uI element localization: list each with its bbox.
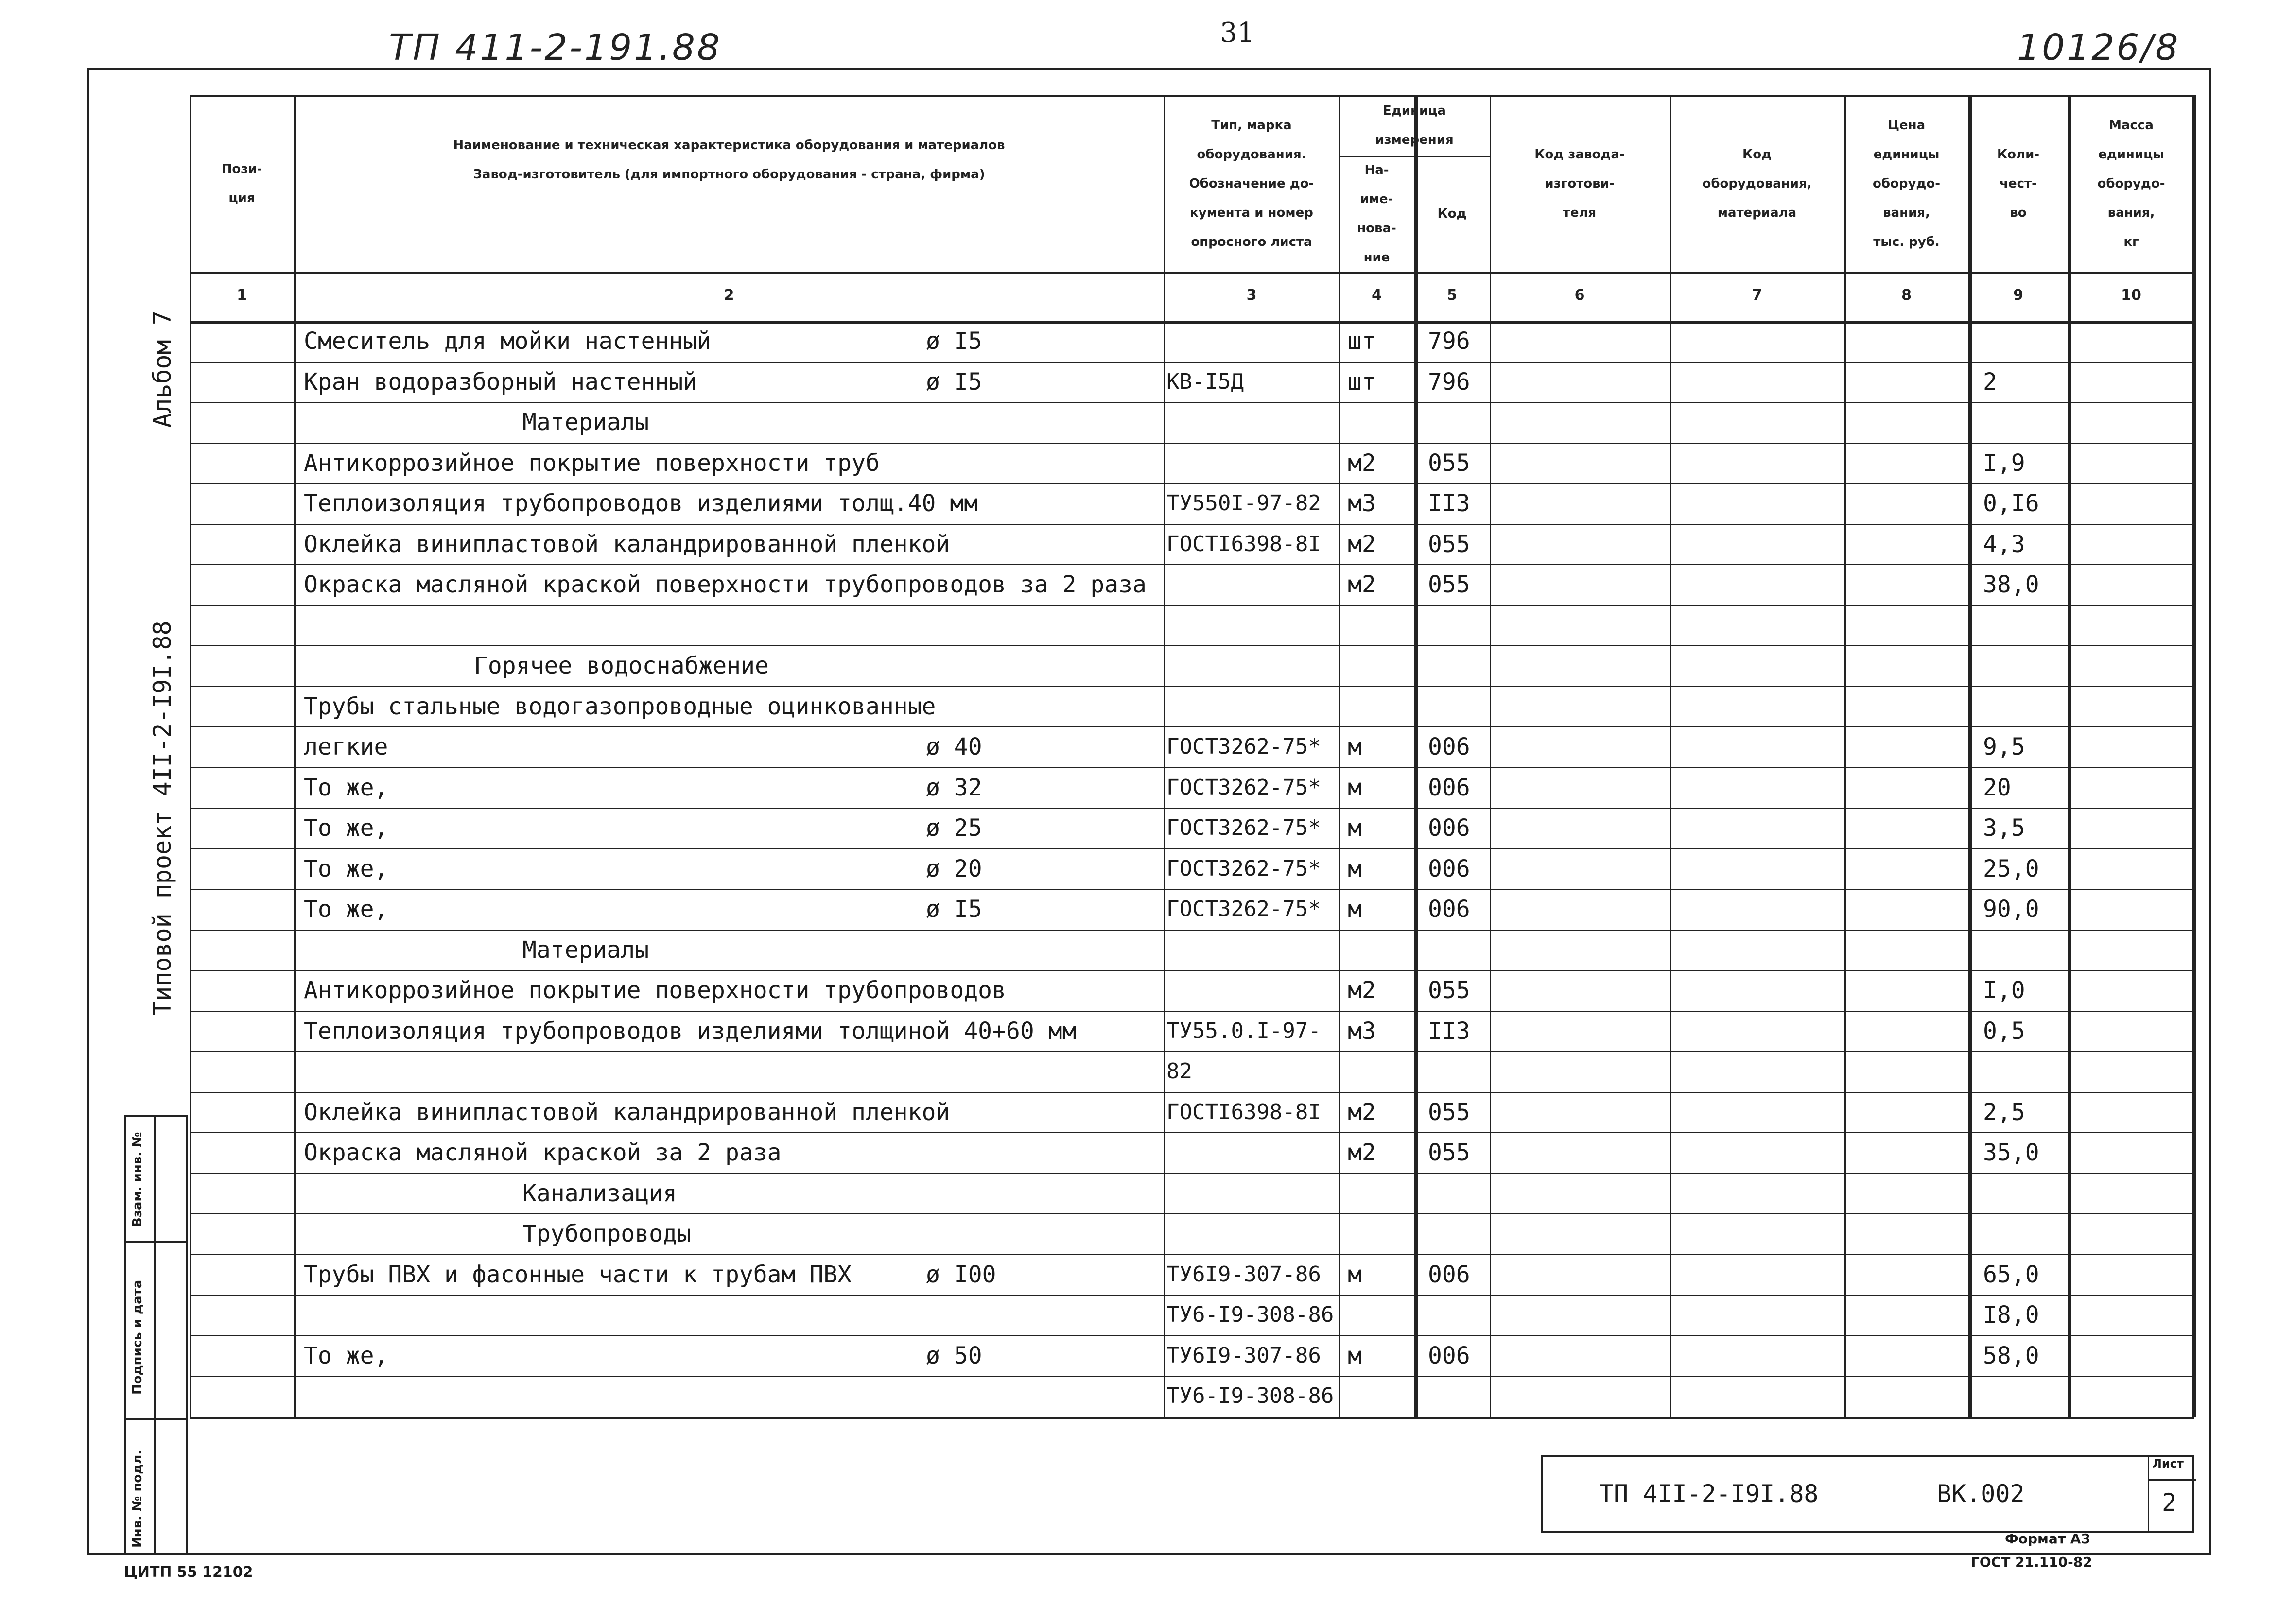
item-diameter: ø 32 [926,774,982,801]
item-name: То же, [304,1342,388,1369]
column-number: 3 [1246,287,1257,304]
item-unit: шт [1348,328,1376,355]
item-unit-code: 796 [1428,368,1470,396]
item-unit: м [1348,814,1362,842]
item-unit: шт [1348,368,1376,396]
header-unit-code: Код [1437,207,1467,221]
item-name: Смеситель для мойки настенный [304,328,712,355]
row-line [190,1335,2194,1336]
header-factory-code: Код завода- изготови- теля [1534,147,1625,220]
item-unit: м3 [1348,490,1376,517]
item-type: ТУ6-I9-308-86 [1166,1383,1334,1408]
row-line [190,686,2194,687]
item-type: ТУ550I-97-82 [1166,491,1321,516]
item-unit: м2 [1348,571,1376,598]
item-type: ГОСТI6398-8I [1166,531,1321,556]
header-material-code: Код оборудования, материала [1702,147,1812,220]
row-line [190,1295,2194,1296]
item-diameter: ø 50 [926,1342,982,1369]
row-line [190,1213,2194,1214]
header-mass: Масса единицы оборудо- вания, кг [2097,118,2165,249]
header-price: Цена единицы оборудо- вания, тыс. руб. [1872,118,1941,249]
item-name: Трубы ПВХ и фасонные части к трубам ПВХ [304,1261,852,1288]
section-heading: Горячее водоснабжение [474,652,769,679]
item-quantity: 90,0 [1983,896,2039,923]
row-line [190,402,2194,403]
item-quantity: 38,0 [1983,571,2039,598]
header-unit-name: На- име- нова- ние [1357,163,1396,265]
item-quantity: 2,5 [1983,1098,2025,1126]
header-type: Тип, марка оборудования. Обозначение до- кумента и номер опросного листа [1189,118,1314,249]
doc-code-handwritten: ТП 411-2-191.88 [389,27,722,69]
column-number: 7 [1752,287,1762,304]
item-name: легкие [304,733,388,760]
item-unit: м [1348,1342,1362,1369]
item-quantity: 20 [1983,774,2011,801]
item-type: ТУ55.0.I-97- [1166,1018,1321,1043]
item-name: Оклейка винипластовой каландрированной пленкой [304,530,950,558]
row-line [190,970,2194,971]
item-type: 82 [1166,1059,1192,1084]
item-quantity: I,0 [1983,977,2025,1004]
item-unit: м [1348,896,1362,923]
header-quantity: Коли- чест- во [1997,147,2040,220]
item-type: ТУ6-I9-308-86 [1166,1302,1334,1327]
header-line [190,321,2194,324]
row-line [190,443,2194,444]
title-code: ТП 4II-2-I9I.88 [1599,1480,1819,1508]
side-box-label-inv: Инв. № подл. [130,1450,145,1548]
row-line [190,1051,2194,1052]
column-number: 8 [1901,287,1912,304]
footer-format: Формат А3 [2005,1531,2090,1547]
item-type: ГОСТ3262-75* [1166,775,1321,800]
column-number: 9 [2013,287,2023,304]
item-diameter: ø I5 [926,368,982,396]
row-line [190,1092,2194,1093]
item-quantity: I,9 [1983,449,2025,477]
section-heading: Трубопроводы [522,1220,691,1247]
row-line [190,564,2194,565]
item-name: Трубы стальные водогазопроводные оцинкованные [304,692,936,720]
item-diameter: ø I5 [926,896,982,923]
item-unit: м2 [1348,1139,1376,1166]
item-unit-code: 055 [1428,977,1470,1004]
item-unit-code: 796 [1428,328,1470,355]
item-name: Окраска масляной краской за 2 раза [304,1139,782,1166]
item-type: КВ-I5Д [1166,369,1244,394]
side-box-label-replace: Взам. инв. № [130,1132,145,1227]
row-line [190,362,2194,363]
row-line [190,848,2194,849]
row-line [190,726,2194,727]
title-mark: ВК.002 [1937,1480,2025,1508]
item-unit: м [1348,855,1362,882]
item-name: То же, [304,855,388,882]
project-label: Типовой проект 4II-2-I9I.88 [148,621,176,1016]
item-quantity: 9,5 [1983,733,2025,760]
header-name-line1: Наименование и техническая характеристика оборудования и материалов [453,138,1005,153]
item-quantity: 2 [1983,368,1997,396]
column-number: 10 [2121,287,2141,304]
item-unit: м [1348,774,1362,801]
row-line [190,1132,2194,1133]
item-unit-code: 055 [1428,571,1470,598]
row-line [190,483,2194,484]
item-type: ГОСТ3262-75* [1166,734,1321,759]
item-diameter: ø 20 [926,855,982,882]
item-unit: м2 [1348,1098,1376,1126]
item-name: То же, [304,896,388,923]
column-number: 1 [237,287,247,304]
row-line [190,524,2194,525]
item-unit-code: 055 [1428,449,1470,477]
item-unit: м2 [1348,530,1376,558]
item-type: ГОСТI6398-8I [1166,1099,1321,1124]
header-name-line2: Завод-изготовитель (для импортного оборудования - страна, фирма) [473,167,985,182]
item-name: То же, [304,814,388,842]
section-heading: Материалы [522,936,649,964]
row-line [190,645,2194,646]
album-label: Альбом 7 [148,311,176,428]
item-unit-code: II3 [1428,490,1470,517]
row-line [190,889,2194,890]
item-name: Антикоррозийное покрытие поверхности труб [304,449,880,477]
row-line [190,767,2194,768]
item-unit-code: 006 [1428,733,1470,760]
item-name: Антикоррозийное покрытие поверхности трубопроводов [304,977,1006,1004]
item-quantity: 35,0 [1983,1139,2039,1166]
header-unit: Единица измерения [1375,103,1454,147]
sheet-label: Лист [2152,1457,2184,1470]
item-name: Окраска масляной краской поверхности трубопроводов за 2 раза [304,571,1147,598]
item-unit-code: 006 [1428,774,1470,801]
item-quantity: 65,0 [1983,1261,2039,1288]
item-diameter: ø I5 [926,328,982,355]
item-unit-code: 006 [1428,855,1470,882]
item-type: ГОСТ3262-75* [1166,815,1321,840]
item-diameter: ø I00 [926,1261,996,1288]
row-line [190,930,2194,931]
sheet-handwritten: 10126/8 [2017,27,2180,69]
col-line [2194,95,2196,1417]
sheet-number: 2 [2162,1488,2177,1517]
section-heading: Канализация [522,1179,677,1207]
item-unit-code: 055 [1428,1139,1470,1166]
item-quantity: 0,I6 [1983,490,2039,517]
item-quantity: 25,0 [1983,855,2039,882]
item-unit: м [1348,1261,1362,1288]
item-quantity: 4,3 [1983,530,2025,558]
row-line [190,808,2194,809]
side-box-label-sign: Подпись и дата [130,1279,145,1395]
item-unit: м [1348,733,1362,760]
item-unit-code: 006 [1428,814,1470,842]
item-name: То же, [304,774,388,801]
item-unit: м2 [1348,977,1376,1004]
header-line [190,272,2194,274]
row-line [190,1011,2194,1012]
column-number: 2 [724,287,734,304]
item-unit-code: 055 [1428,1098,1470,1126]
item-name: Оклейка винипластовой каландрированной пленкой [304,1098,950,1126]
table-bottom-line [190,1417,2194,1418]
item-name: Кран водоразборный настенный [304,368,697,396]
column-number: 4 [1372,287,1382,304]
column-number: 5 [1447,287,1457,304]
page-number: 31 [1220,17,1255,49]
item-quantity: 58,0 [1983,1342,2039,1369]
row-line [190,1376,2194,1377]
row-line [190,1173,2194,1174]
item-diameter: ø 40 [926,733,982,760]
item-unit-code: 006 [1428,1261,1470,1288]
footer-left: ЦИТП 55 12102 [124,1564,253,1581]
item-type: ГОСТ3262-75* [1166,856,1321,881]
section-heading: Материалы [522,409,649,436]
item-diameter: ø 25 [926,814,982,842]
item-quantity: 0,5 [1983,1017,2025,1045]
item-unit-code: 055 [1428,530,1470,558]
item-unit: м3 [1348,1017,1376,1045]
header-position: Пози- ция [221,161,262,206]
item-quantity: 3,5 [1983,814,2025,842]
item-unit: м2 [1348,449,1376,477]
item-unit-code: 006 [1428,896,1470,923]
item-type: ТУ6I9-307-86 [1166,1261,1321,1287]
item-name: Теплоизоляция трубопроводов изделиями толщ.40 мм [304,490,978,517]
item-name: Теплоизоляция трубопроводов изделиями толщиной 40+60 мм [304,1017,1077,1045]
item-unit-code: II3 [1428,1017,1470,1045]
column-number: 6 [1574,287,1585,304]
item-quantity: I8,0 [1983,1301,2039,1329]
item-type: ТУ6I9-307-86 [1166,1343,1321,1368]
footer-gost: ГОСТ 21.110-82 [1971,1554,2092,1570]
row-line [190,605,2194,606]
item-unit-code: 006 [1428,1342,1470,1369]
item-type: ГОСТ3262-75* [1166,897,1321,921]
row-line [190,1254,2194,1255]
